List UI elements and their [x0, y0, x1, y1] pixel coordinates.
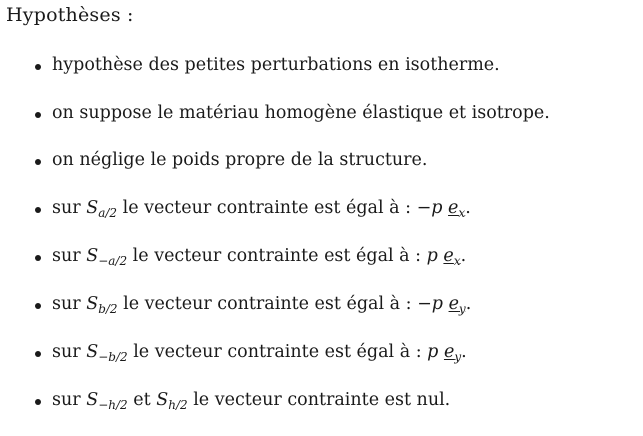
surface-symbol-2: $S_{h/2}$	[156, 390, 188, 412]
item-text: on suppose le matériau homogène élastique et isotrope.	[52, 103, 550, 123]
value-p: p	[427, 342, 439, 362]
bullet-icon	[35, 64, 41, 70]
value-sign: −	[416, 198, 432, 218]
item-suffix: .	[460, 246, 467, 266]
item-suffix: .	[465, 294, 472, 314]
list-item	[52, 390, 450, 410]
bullet-icon	[35, 112, 41, 118]
item-connector: et	[133, 390, 151, 410]
item-middle: le vecteur contrainte est égal à :	[133, 342, 422, 362]
list-item	[52, 342, 467, 362]
list-item	[52, 294, 471, 314]
value-p: p	[431, 198, 443, 218]
list-item	[52, 198, 471, 218]
unit-vector: $e_x$	[448, 198, 466, 220]
item-text: hypothèse des petites perturbations en isotherme.	[52, 55, 500, 75]
item-middle: le vecteur contrainte est égal à :	[132, 246, 422, 266]
item-prefix: sur	[52, 246, 81, 266]
unit-vector: $e_x$	[443, 246, 461, 268]
bullet-icon	[35, 351, 41, 357]
list-item	[52, 103, 550, 123]
value-sign: −	[417, 294, 432, 314]
surface-symbol: $S_{b/2}$	[86, 294, 118, 316]
section-heading: Hypothèses :	[6, 4, 134, 26]
bullet-icon	[35, 303, 41, 309]
item-text: on néglige le poids propre de la structure.	[52, 150, 428, 170]
bullet-icon	[35, 207, 41, 213]
item-suffix: .	[465, 198, 471, 218]
item-prefix: sur	[52, 198, 81, 218]
surface-symbol: $S_{-a/2}$	[86, 246, 128, 268]
item-middle: le vecteur contrainte est égal à :	[122, 198, 412, 218]
unit-vector: $e_y$	[448, 294, 466, 316]
value-p: p	[426, 246, 438, 266]
item-prefix: sur	[52, 390, 81, 410]
surface-symbol: $S_{a/2}$	[86, 198, 118, 220]
bullet-icon	[35, 159, 41, 165]
surface-symbol: $S_{-h/2}$	[86, 390, 128, 412]
item-prefix: sur	[52, 342, 81, 362]
item-middle: le vecteur contrainte est nul.	[193, 390, 451, 410]
list-item	[52, 150, 427, 170]
item-middle: le vecteur contrainte est égal à :	[123, 294, 412, 314]
unit-vector: $e_y$	[443, 342, 462, 364]
bullet-icon	[35, 399, 41, 405]
surface-symbol: $S_{-b/2}$	[86, 342, 128, 364]
item-prefix: sur	[52, 294, 81, 314]
list-item	[52, 55, 500, 75]
bullet-icon	[35, 255, 41, 261]
list-item	[52, 246, 466, 266]
value-p: p	[431, 294, 443, 314]
item-suffix: .	[461, 342, 467, 362]
